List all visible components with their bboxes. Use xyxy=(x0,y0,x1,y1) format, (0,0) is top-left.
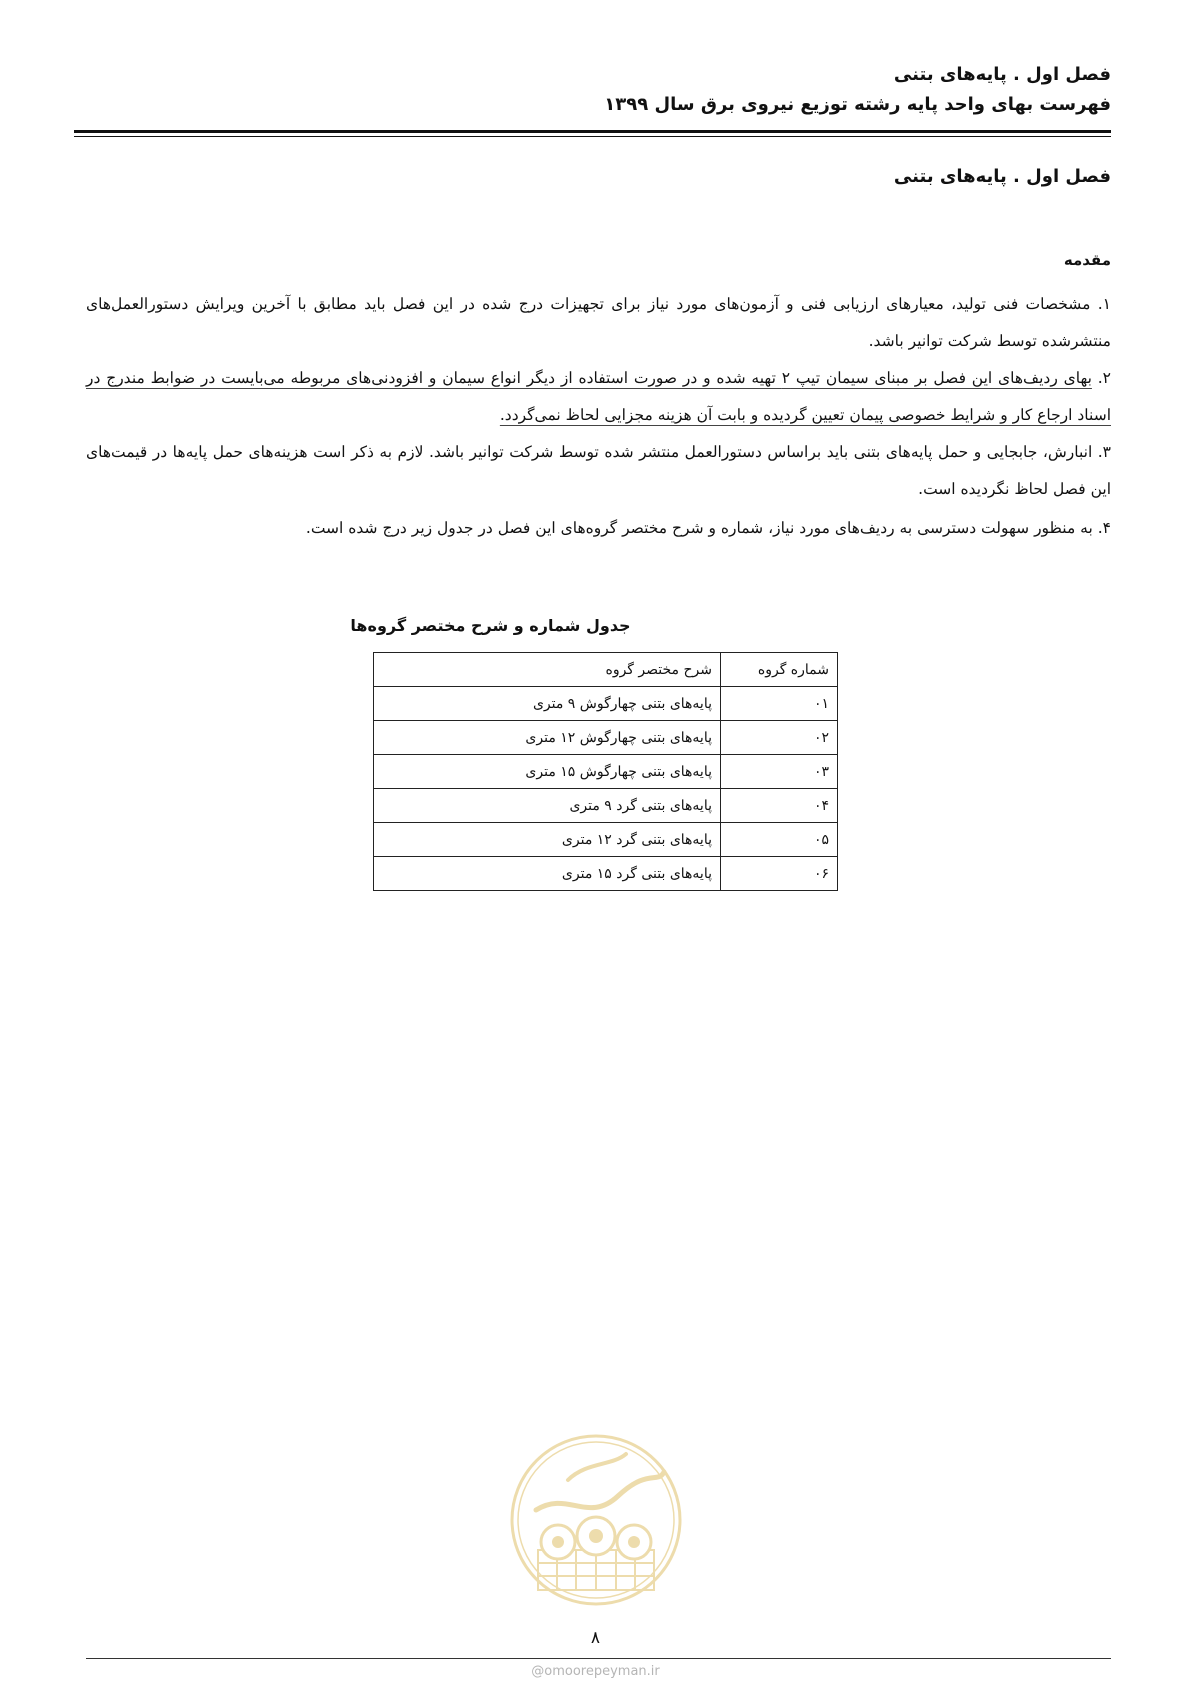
group-description-cell: پایه‌های بتنی گرد ۹ متری xyxy=(374,789,721,823)
table-header-row xyxy=(374,653,838,687)
table-header-group-description: شرح مختصر گروه xyxy=(374,653,721,687)
intro-body xyxy=(86,286,1111,547)
page-header xyxy=(74,60,1111,120)
table-row xyxy=(374,823,838,857)
intro-paragraph-3: ۳. انبارش، جابجایی و حمل پایه‌های بتنی باید براساس دستورالعمل منتشر شده توسط شرکت توانیر باشد. لازم به ذکر است هزینه‌های حمل پایه‌ها در قیمت‌های این فصل لحاظ نگردیده است. xyxy=(86,443,1111,498)
group-number-cell: ۰۲ xyxy=(721,721,838,755)
group-description-cell: پایه‌های بتنی گرد ۱۲ متری xyxy=(374,823,721,857)
table-row xyxy=(374,755,838,789)
groups-table xyxy=(373,652,838,891)
intro-paragraph-2-number: ۲. xyxy=(1091,369,1111,387)
table-row xyxy=(374,857,838,891)
group-number-cell: ۰۱ xyxy=(721,687,838,721)
chapter-title: فصل اول . پایه‌های بتنی xyxy=(893,166,1111,187)
group-description-cell: پایه‌های بتنی گرد ۱۵ متری xyxy=(374,857,721,891)
header-chapter-line: فصل اول . پایه‌های بتنی xyxy=(893,64,1111,85)
table-row xyxy=(374,687,838,721)
table-caption: جدول شماره و شرح مختصر گروه‌ها xyxy=(350,616,631,635)
footer-rule xyxy=(86,1658,1111,1659)
group-description-cell: پایه‌های بتنی چهارگوش ۱۵ متری xyxy=(374,755,721,789)
watermark-site-url: @omoorepeyman.ir xyxy=(531,1664,660,1679)
group-description-cell: پایه‌های بتنی چهارگوش ۹ متری xyxy=(374,687,721,721)
group-number-cell: ۰۶ xyxy=(721,857,838,891)
page-number: ۸ xyxy=(590,1628,601,1648)
header-catalog-line: فهرست بهای واحد پایه رشته توزیع نیروی برق سال ۱۳۹۹ xyxy=(604,94,1111,115)
intro-paragraph-2-text: بهای ردیف‌های این فصل بر مبنای سیمان تیپ ۲ تهیه شده و در صورت استفاده از دیگر انواع سیمان و افزودنی‌های مربوطه می‌بایست در ضوابط مندرج در اسناد ارجاع کار و شرایط خصوصی پیمان تعیین گردیده و بابت آن هزینه مجزایی لحاظ نمی‌گردد. xyxy=(86,369,1111,424)
table-header-group-number: شماره گروه xyxy=(721,653,838,687)
watermark-stamp-logo xyxy=(508,1432,684,1608)
group-number-cell: ۰۵ xyxy=(721,823,838,857)
group-number-cell: ۰۴ xyxy=(721,789,838,823)
header-rule-thin xyxy=(74,136,1111,137)
intro-heading: مقدمه xyxy=(1063,251,1111,269)
intro-paragraph-1: ۱. مشخصات فنی تولید، معیارهای ارزیابی فنی و آزمون‌های مورد نیاز برای تجهیزات درج شده در این فصل باید مطابق با آخرین ویرایش دستورالعمل‌های منتشرشده توسط شرکت توانیر باشد. xyxy=(86,295,1111,350)
group-description-cell: پایه‌های بتنی چهارگوش ۱۲ متری xyxy=(374,721,721,755)
header-rule-thick xyxy=(74,130,1111,133)
intro-paragraph-4: ۴. به منظور سهولت دسترسی به ردیف‌های مورد نیاز، شماره و شرح مختصر گروه‌های این فصل در جدول زیر درج شده است. xyxy=(305,519,1111,537)
group-number-cell: ۰۳ xyxy=(721,755,838,789)
table-row xyxy=(374,721,838,755)
table-row xyxy=(374,789,838,823)
intro-paragraph-2 xyxy=(86,360,1111,434)
